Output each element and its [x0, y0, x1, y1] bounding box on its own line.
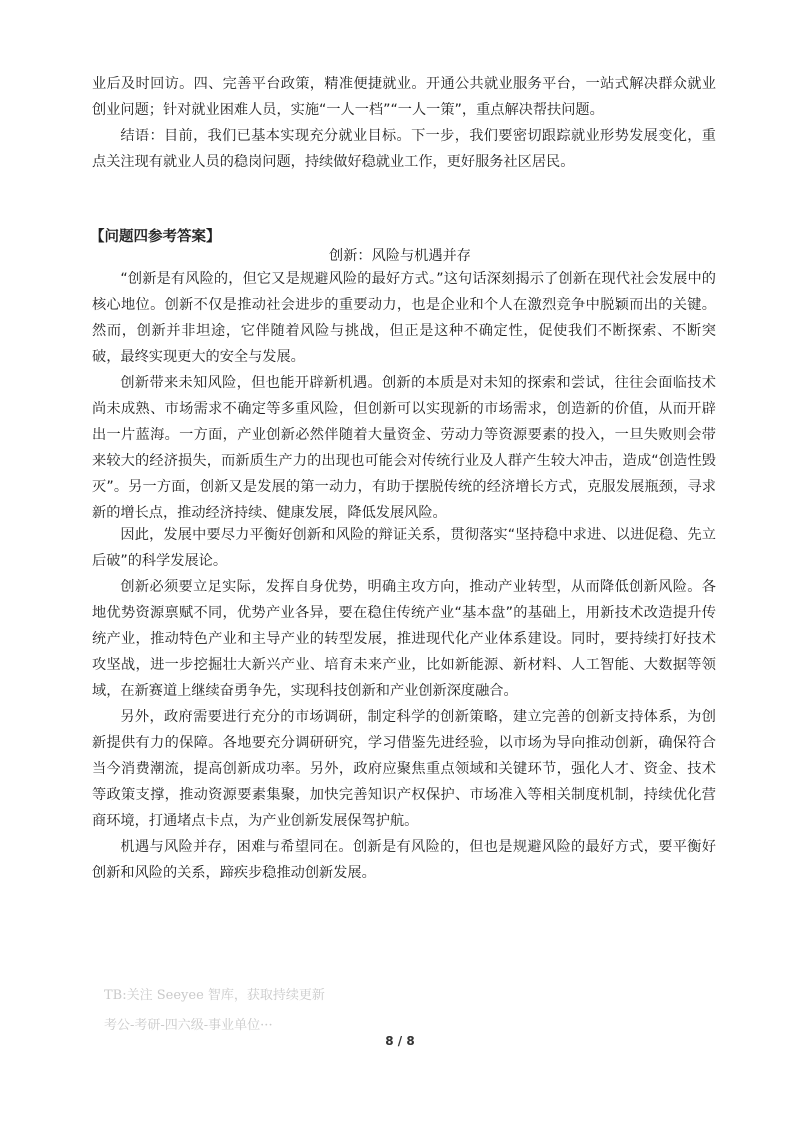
paragraph-conclusion: 结语：目前，我们已基本实现充分就业目标。下一步，我们要密切跟踪就业形势发展变化，重点关注现有就业人员的稳岗问题，持续做好稳就业工作，更好服务社区居民。	[92, 128, 716, 170]
paragraph-4: 创新必须要立足实际，发挥自身优势，明确主攻方向，推动产业转型，从而降低创新风险。各地优势资源禀赋不同，优势产业各异，要在稳住传统产业“基本盘”的基础上，用新技术改造提升传统产业，推动特色产业和主导产业的转型发展，推进现代化产业体系建设。同时，要持续打好技术攻坚战，进一步挖掘壮大新兴产业、培育未来产业，比如新能源、新材料、人工智能、大数据等领域，在新赛道上继续奋勇争先，实现科技创新和产业创新深度融合。	[92, 579, 716, 699]
watermark-line-2: 考公-考研-四六级-事业单位···	[104, 1018, 273, 1033]
paragraph-6: 机遇与风险并存，困难与希望同在。创新是有风险的，但也是规避风险的最好方式，要平衡好创新和风险的关系，蹄疾步稳推动创新发展。	[92, 839, 716, 881]
paragraph-prev-1: 业后及时回访。四、完善平台政策，精准便捷就业。开通公共就业服务平台，一站式解决群众就业创业问题；针对就业困难人员，实施“一人一档”“一人一策”，重点解决帮扶问题。	[92, 76, 716, 118]
watermark-line-1: TB:关注 Seeyee 智库，获取持续更新	[104, 988, 325, 1003]
paragraph-1: “创新是有风险的，但它又是规避风险的最好方式。”这句话深刻揭示了创新在现代社会发展中的核心地位。创新不仅是推动社会进步的重要动力，也是企业和个人在激烈竞争中脱颖而出的关键。然而，创新并非坦途，它伴随着风险与挑战，但正是这种不确定性，促使我们不断探索、不断突破，最终实现更大的安全与发展。	[92, 271, 716, 365]
page-number: 8 / 8	[385, 1034, 415, 1048]
essay-title: 创新：风险与机遇并存	[329, 248, 471, 264]
paragraph-2: 创新带来未知风险，但也能开辟新机遇。创新的本质是对未知的探索和尝试，往往会面临技术尚未成熟、市场需求不确定等多重风险，但创新可以实现新的市场需求，创造新的价值，从而开辟出一片蓝海。一方面，产业创新必然伴随着大量资金、劳动力等资源要素的投入，一旦失败则会带来较大的经济损失，而新质生产力的出现也可能会对传统行业及人群产生较大冲击，造成“创造性毁灭”。另一方面，创新又是发展的第一动力，有助于摆脱传统的经济增长方式，克服发展瓶颈，寻求新的增长点，推动经济持续、健康发展，降低发展风险。	[92, 375, 716, 521]
section-heading: 【问题四参考答案】	[90, 229, 221, 245]
paragraph-3: 因此，发展中要尽力平衡好创新和风险的辩证关系，贯彻落实“坚持稳中求进、以进促稳、先立后破”的科学发展论。	[92, 527, 716, 569]
paragraph-5: 另外，政府需要进行充分的市场调研，制定科学的创新策略，建立完善的创新支持体系，为创新提供有力的保障。各地要充分调研研究，学习借鉴先进经验，以市场为导向推动创新，确保符合当今消费潮流，提高创新成功率。另外，政府应聚焦重点领域和关键环节，强化人才、资金、技术等政策支撑，推动资源要素集聚，加快完善知识产权保护、市场准入等相关制度机制，持续优化营商环境，打通堵点卡点，为产业创新发展保驾护航。	[92, 709, 716, 829]
